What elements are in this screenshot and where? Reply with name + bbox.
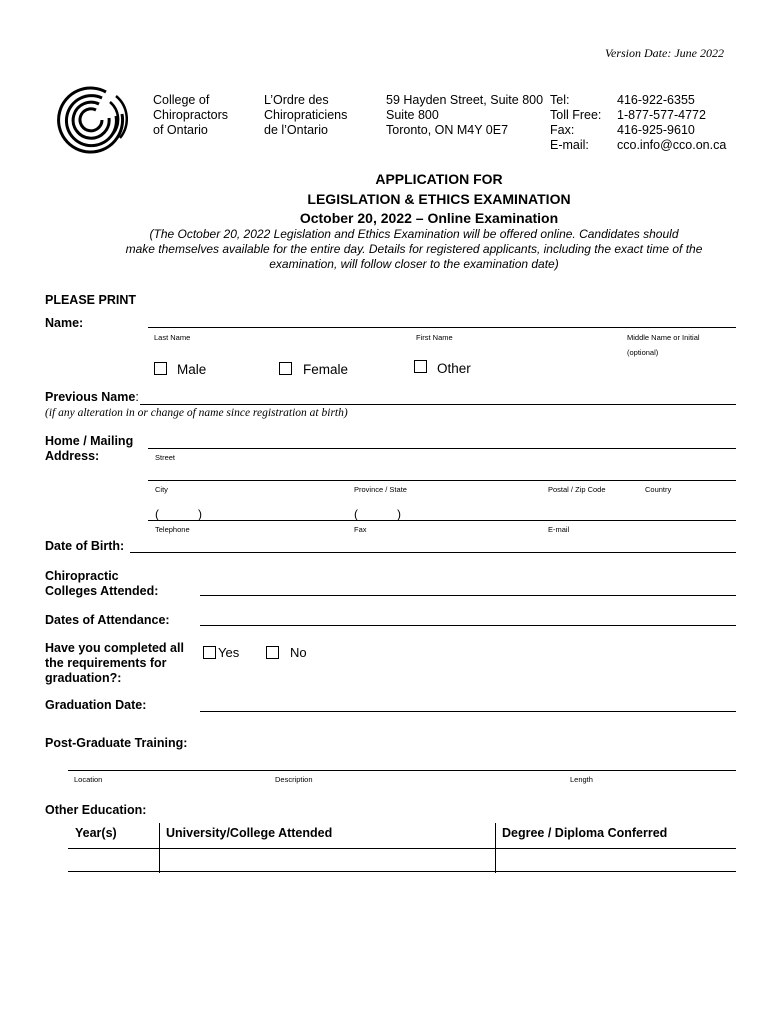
cco-logo-icon [56, 84, 128, 156]
dates-attendance-field[interactable] [200, 625, 736, 626]
first-name-label: First Name [416, 333, 453, 342]
no-label: No [290, 645, 307, 660]
exam-notice: (The October 20, 2022 Legislation and Ethics Examination will be offered online. Candidates should make themselves available for the entire day. Details for registered applicants, including the exact time of the examination, will follow closer to the examination date) [125, 227, 703, 271]
org-name-french: L’Ordre des Chiropraticiens de l’Ontario [264, 93, 348, 137]
please-print-label: PLEASE PRINT [45, 293, 136, 307]
fax-paren-close: ) [397, 507, 401, 521]
telephone-label: Telephone [155, 525, 190, 534]
requirements-label: Have you completed all the requirements for graduation?: [45, 641, 184, 685]
province-label: Province / State [354, 485, 407, 494]
middle-name-optional: (optional) [627, 348, 659, 357]
fax-paren-open: ( [354, 507, 358, 521]
no-checkbox[interactable] [266, 646, 279, 659]
other-checkbox[interactable] [414, 360, 427, 373]
graduation-date-label: Graduation Date: [45, 698, 147, 712]
name-label: Name: [45, 316, 84, 330]
postgrad-description-label: Description [275, 775, 313, 784]
table-header-years: Year(s) [75, 826, 117, 840]
city-label: City [155, 485, 168, 494]
previous-name-field[interactable] [140, 404, 736, 405]
postgrad-location-label: Location [74, 775, 103, 784]
contact-labels: Tel: Toll Free: Fax: E-mail: [550, 93, 602, 152]
female-label: Female [303, 362, 349, 377]
table-header-rule [68, 848, 736, 849]
street-label: Street [155, 453, 176, 462]
other-label: Other [437, 361, 471, 376]
male-label: Male [177, 362, 207, 377]
dob-field[interactable] [130, 552, 736, 553]
previous-name-note: (if any alteration in or change of name since registration at birth) [45, 407, 348, 419]
title-line-3: October 20, 2022 – Online Examination [299, 210, 559, 226]
postal-code-label: Postal / Zip Code [548, 485, 606, 494]
table-header-degree: Degree / Diploma Conferred [502, 826, 668, 840]
yes-checkbox[interactable] [203, 646, 216, 659]
graduation-date-field[interactable] [200, 711, 736, 712]
middle-name-label: Middle Name or Initial [627, 333, 700, 342]
postgrad-label: Post-Graduate Training: [45, 736, 188, 750]
postgrad-field[interactable] [68, 770, 736, 771]
fax-label: Fax [354, 525, 367, 534]
org-address: 59 Hayden Street, Suite 800 Suite 800 Toronto, ON M4Y 0E7 [386, 93, 544, 137]
street-field[interactable] [148, 448, 736, 449]
title-line-2: LEGISLATION & ETHICS EXAMINATION [307, 191, 571, 207]
table-header-university: University/College Attended [166, 826, 333, 840]
contact-values: 416-922-6355 1-877-577-4772 416-925-9610 cco.info@cco.on.ca [617, 93, 727, 152]
colleges-label: Chiropractic Colleges Attended: [45, 569, 159, 598]
colleges-field[interactable] [200, 595, 736, 596]
female-checkbox[interactable] [279, 362, 292, 375]
telephone-paren-close: ) [198, 507, 202, 521]
other-education-label: Other Education: [45, 803, 147, 817]
country-label: Country [645, 485, 672, 494]
title-line-1: APPLICATION FOR [375, 171, 503, 187]
dates-attendance-label: Dates of Attendance: [45, 613, 170, 627]
name-field[interactable] [148, 327, 736, 328]
dob-label: Date of Birth: [45, 539, 125, 553]
version-date: Version Date: June 2022 [605, 46, 724, 60]
city-province-field[interactable] [148, 480, 736, 481]
phone-fax-email-field[interactable] [148, 520, 736, 521]
table-row[interactable] [68, 871, 736, 872]
last-name-label: Last Name [154, 333, 191, 342]
address-label: Home / Mailing Address: [45, 434, 134, 463]
email-label: E-mail [548, 525, 570, 534]
male-checkbox[interactable] [154, 362, 167, 375]
telephone-paren-open: ( [155, 507, 159, 521]
postgrad-length-label: Length [570, 775, 593, 784]
yes-label: Yes [218, 645, 240, 660]
previous-name-label: Previous Name: [45, 390, 139, 404]
org-name-english: College of Chiropractors of Ontario [153, 93, 229, 137]
